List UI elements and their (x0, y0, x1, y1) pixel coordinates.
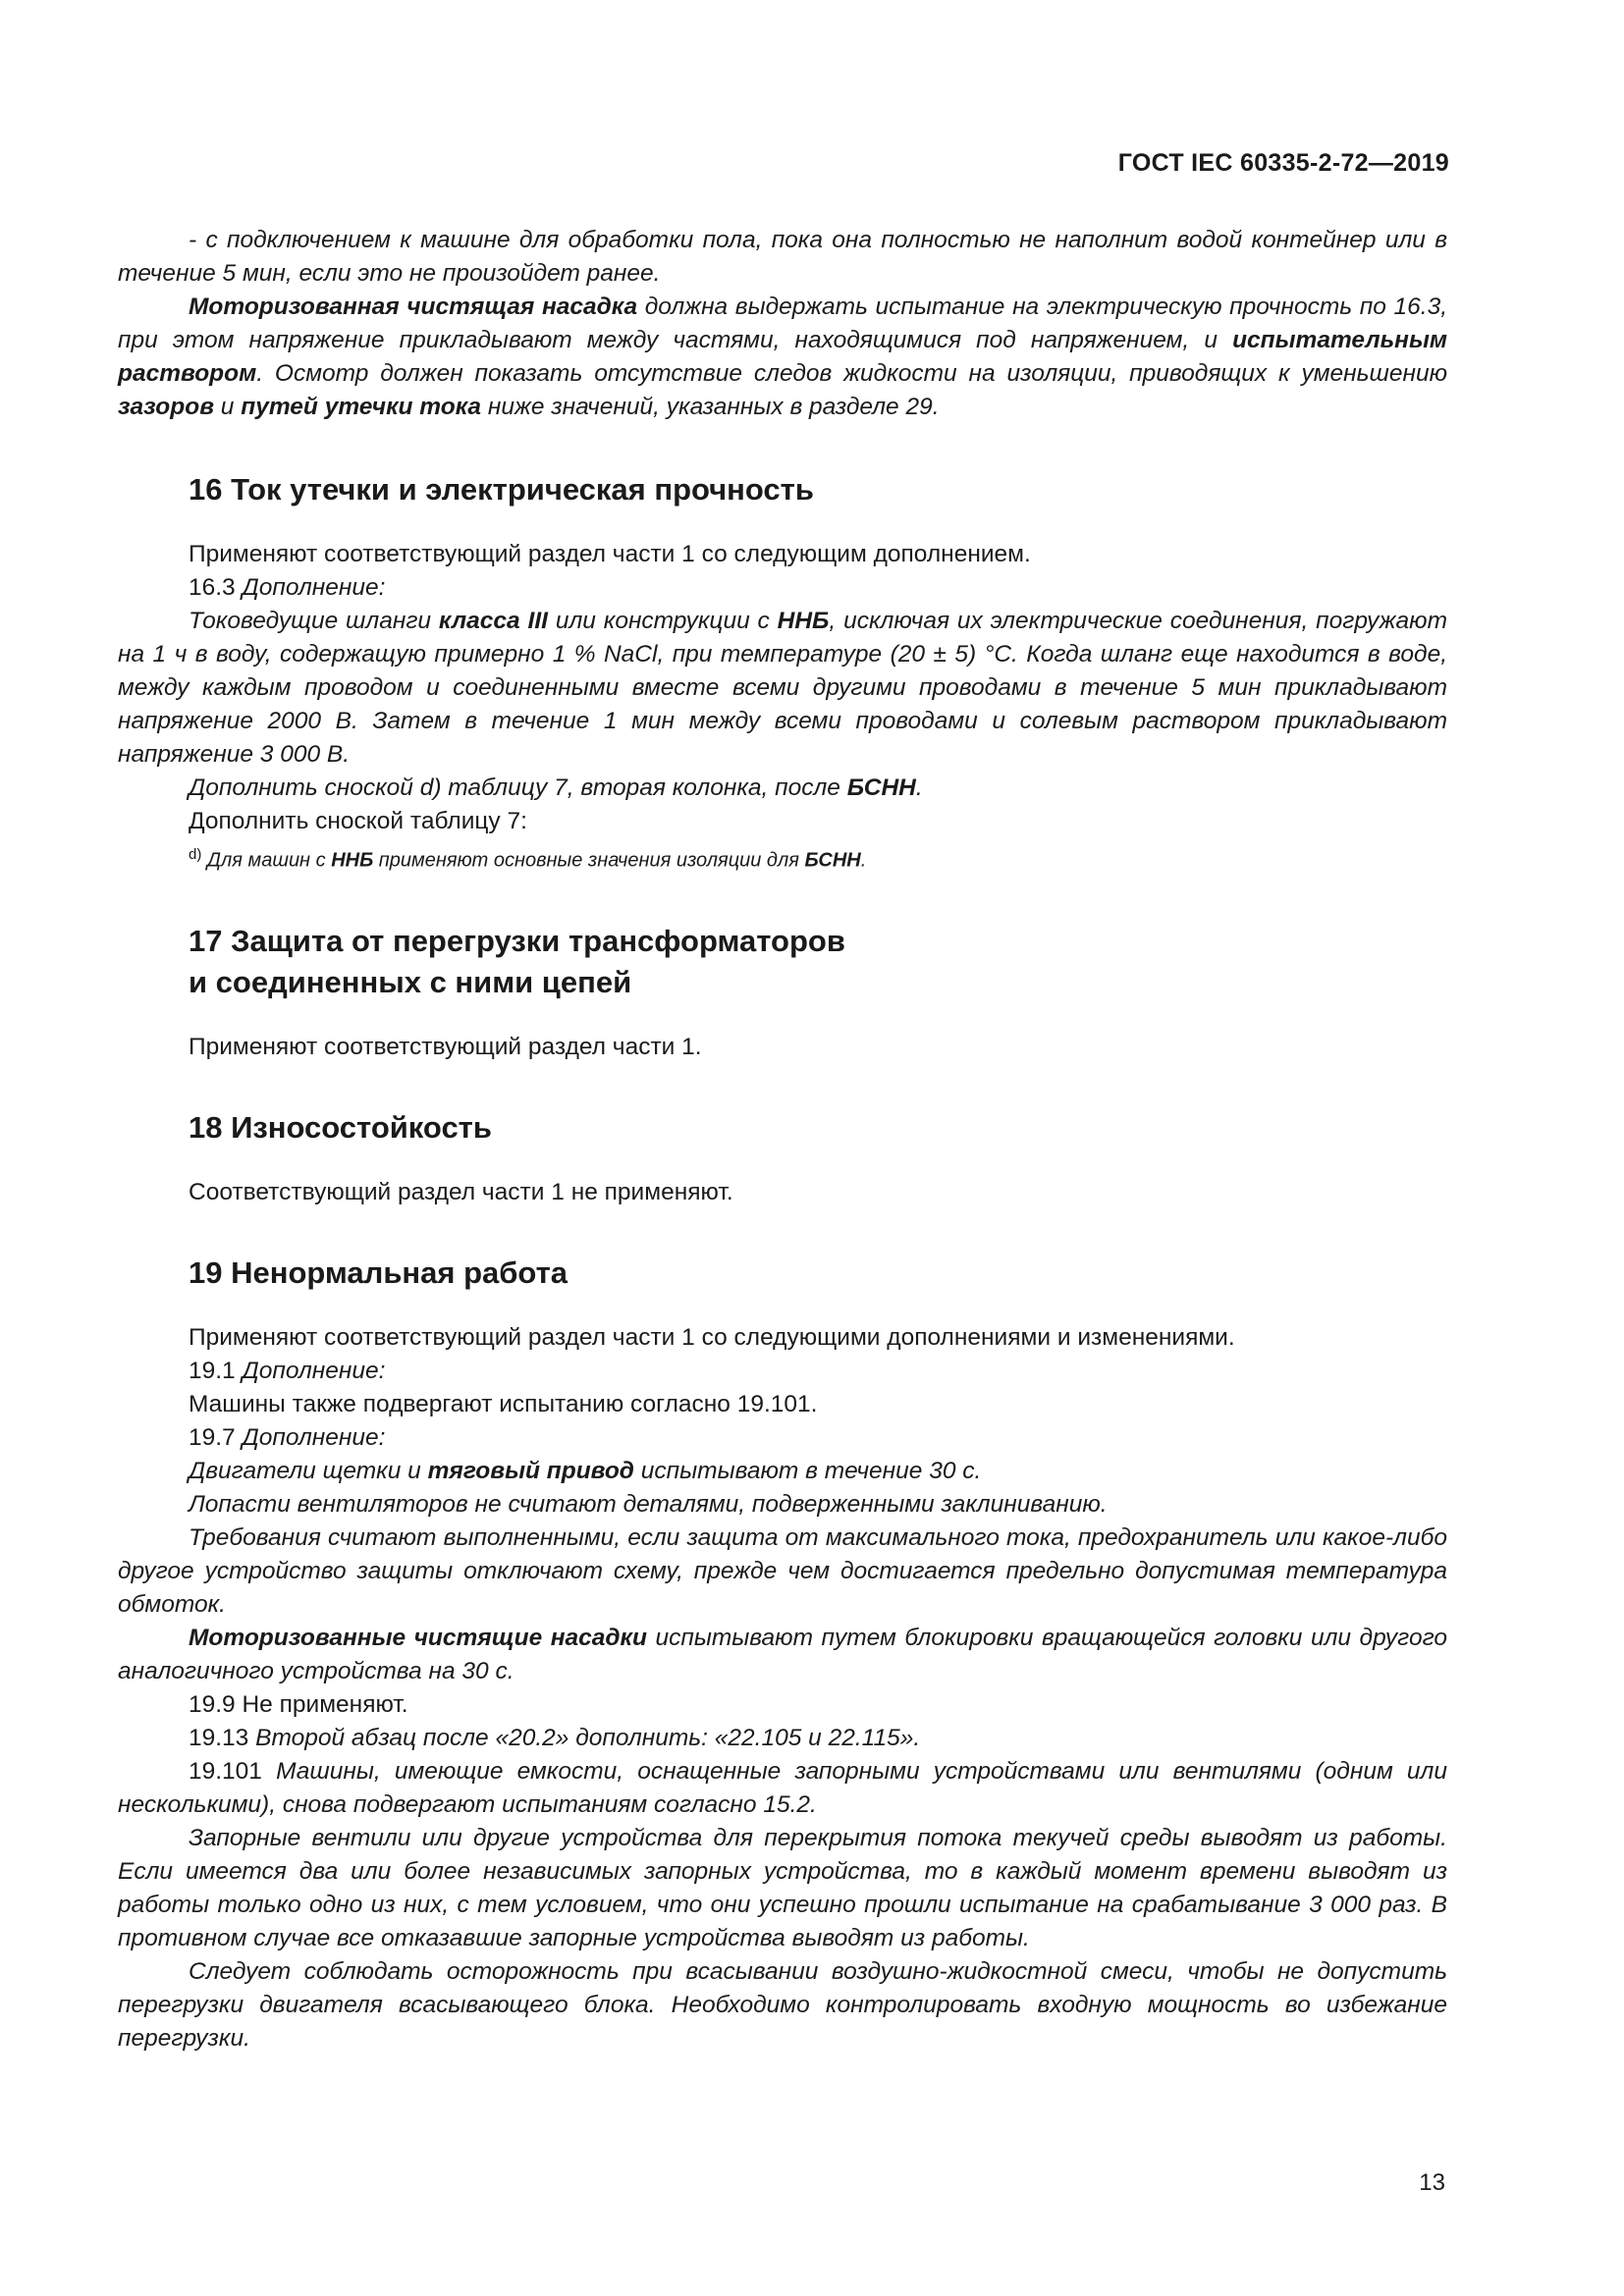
addition-label: Дополнение: (242, 574, 386, 601)
section-18-heading: 18 Износостойкость (189, 1109, 492, 1145)
text-run: . (860, 849, 867, 872)
term-traction-drive: тяговый привод (427, 1457, 634, 1484)
section-17-heading (189, 921, 1447, 1003)
clause-19-7 (118, 1421, 1447, 1455)
clause-number: 19.13 (189, 1724, 256, 1751)
term-bsnn: БСНН (846, 774, 916, 801)
paragraph-16-table-instruction: Дополнить сноской таблицу 7: (189, 808, 527, 834)
footnote-d (118, 838, 1447, 878)
text-run: , исключая их электрические соединения, погружают на 1 ч в воду, содержащую примерно 1 % NaCl, при температуре (20 ± 5) °С. Когда шланг еще находится в воде, между каждым проводом и соединенными вместе всеми другими проводами в течение 5 мин прикладывают напряжение 2000 В. Затем в течение 1 мин между всеми проводами и солевым раствором прикладывают напряжение 3 000 В. (118, 608, 1447, 768)
text-run: ниже значений, указанных в разделе 29. (481, 394, 940, 420)
page-number: 13 (1419, 2169, 1445, 2196)
text-run: должна выдержать испытание на электрическую прочность по 16.3, при этом напряжение прикладывают между частями, находящимися под напряжением, и (118, 294, 1448, 353)
paragraph-19-7-fans: Лопасти вентиляторов не считают деталями, подверженными заклиниванию. (189, 1490, 1108, 1518)
paragraph-16-3-hoses (118, 605, 1447, 772)
paragraph-19-1-text: Машины также подвергают испытанию согласно 19.101. (189, 1390, 818, 1417)
clause-19-9: 19.9 Не применяют. (189, 1690, 408, 1718)
standard-code-header: ГОСТ IEC 60335-2-72—2019 (1117, 149, 1449, 177)
paragraph-19-101-caution: Следует соблюдать осторожность при всасывании воздушно-жидкостной смеси, чтобы не допустить перегрузки двигателя всасывающего блока. Необходимо контролировать входную мощность во избежание перегрузки. (118, 1957, 1447, 2052)
paragraph-continuation: - с подключением к машине для обработки пола, пока она полностью не наполнит водой контейнер или в течение 5 мин, если это не произойдет ранее. (118, 227, 1447, 287)
section-17-text: Применяют соответствующий раздел части 1. (189, 1033, 702, 1060)
text-run: испытывают в течение 30 с. (633, 1457, 982, 1484)
page-content (118, 224, 1447, 2056)
section-16-heading: 16 Ток утечки и электрическая прочность (189, 472, 814, 507)
heading-line: 17 Защита от перегрузки трансформаторов (189, 923, 845, 958)
text-run: применяют основные значения изоляции для (373, 849, 805, 872)
clause-number: 19.1 (189, 1357, 243, 1384)
clause-19-1 (118, 1355, 1447, 1388)
term-clearances: зазоров (118, 394, 214, 420)
term-nnb: ННБ (331, 849, 374, 872)
term-class-iii: класса III (438, 608, 548, 634)
paragraph-19-7-motors (118, 1455, 1447, 1488)
section-19-intro: Применяют соответствующий раздел части 1 со следующими дополнениями и изменениями. (189, 1323, 1235, 1351)
clause-number: 16.3 (189, 574, 243, 601)
section-16-intro: Применяют соответствующий раздел части 1 со следующим дополнением. (189, 541, 1031, 567)
text-run: . (915, 774, 923, 801)
text-run: Дополнить сноской d) таблицу 7, вторая колонка, после (189, 774, 847, 801)
addition-label: Дополнение: (242, 1357, 386, 1384)
clause-19-13 (118, 1722, 1447, 1755)
paragraph-19-7-requirements: Требования считают выполненными, если защита от максимального тока, предохранитель или какое-либо другое устройство защиты отключают схему, прежде чем достигается предельно допустимая температура обмоток. (118, 1523, 1447, 1618)
clause-text: Машины, имеющие емкости, оснащенные запорными устройствами или вентилями (одним или несколькими), снова подвергают испытаниям согласно 15.2. (118, 1757, 1447, 1818)
heading-line: и соединенных с ними цепей (189, 964, 632, 999)
text-run: испытывают путем блокировки вращающейся головки или другого аналогичного устройства на 30 с. (118, 1624, 1448, 1684)
paragraph-motorized-nozzle (118, 291, 1447, 424)
term-bsnn: БСНН (804, 849, 861, 872)
text-run: и (214, 394, 242, 420)
text-run: Токоведущие шланги (189, 608, 439, 634)
paragraph-19-7-nozzles (118, 1622, 1447, 1688)
section-19-heading: 19 Ненормальная работа (189, 1255, 568, 1290)
text-run: или конструкции с (547, 608, 778, 634)
section-18-text: Соответствующий раздел части 1 не применяют. (189, 1178, 733, 1205)
term-nnb: ННБ (777, 608, 830, 634)
addition-label: Дополнение: (242, 1423, 386, 1451)
text-run: . Осмотр должен показать отсутствие следов жидкости на изоляции, приводящих к уменьшению (256, 360, 1447, 387)
paragraph-19-101-valves: Запорные вентили или другие устройства для перекрытия потока текучей среды выводят из работы. Если имеется два или более независимых запорных устройства, то в каждый момент времени выводят из работы только одно из них, с тем условием, что они успешно прошли испытание на срабатывание 3 000 раз. В противном случае все отказавшие запорные устройства выводят из работы. (118, 1824, 1447, 1951)
term-test-solution: испытательным раствором (118, 327, 1447, 387)
footnote-mark: d) (189, 846, 202, 863)
clause-number: 19.101 (189, 1757, 277, 1785)
clause-19-101 (118, 1755, 1447, 1822)
term-motorized-nozzles: Моторизованные чистящие насадки (189, 1624, 647, 1651)
clause-number: 19.7 (189, 1423, 243, 1451)
term-creepage: путей утечки тока (241, 394, 482, 420)
clause-16-3 (118, 571, 1447, 605)
term-motorized-nozzle: Моторизованная чистящая насадка (189, 294, 638, 320)
clause-text: Второй абзац после «20.2» дополнить: «22.105 и 22.115». (255, 1724, 921, 1751)
text-run: Двигатели щетки и (189, 1457, 428, 1484)
paragraph-16-footnote-instruction (118, 772, 1447, 805)
text-run: Для машин с (201, 849, 332, 872)
